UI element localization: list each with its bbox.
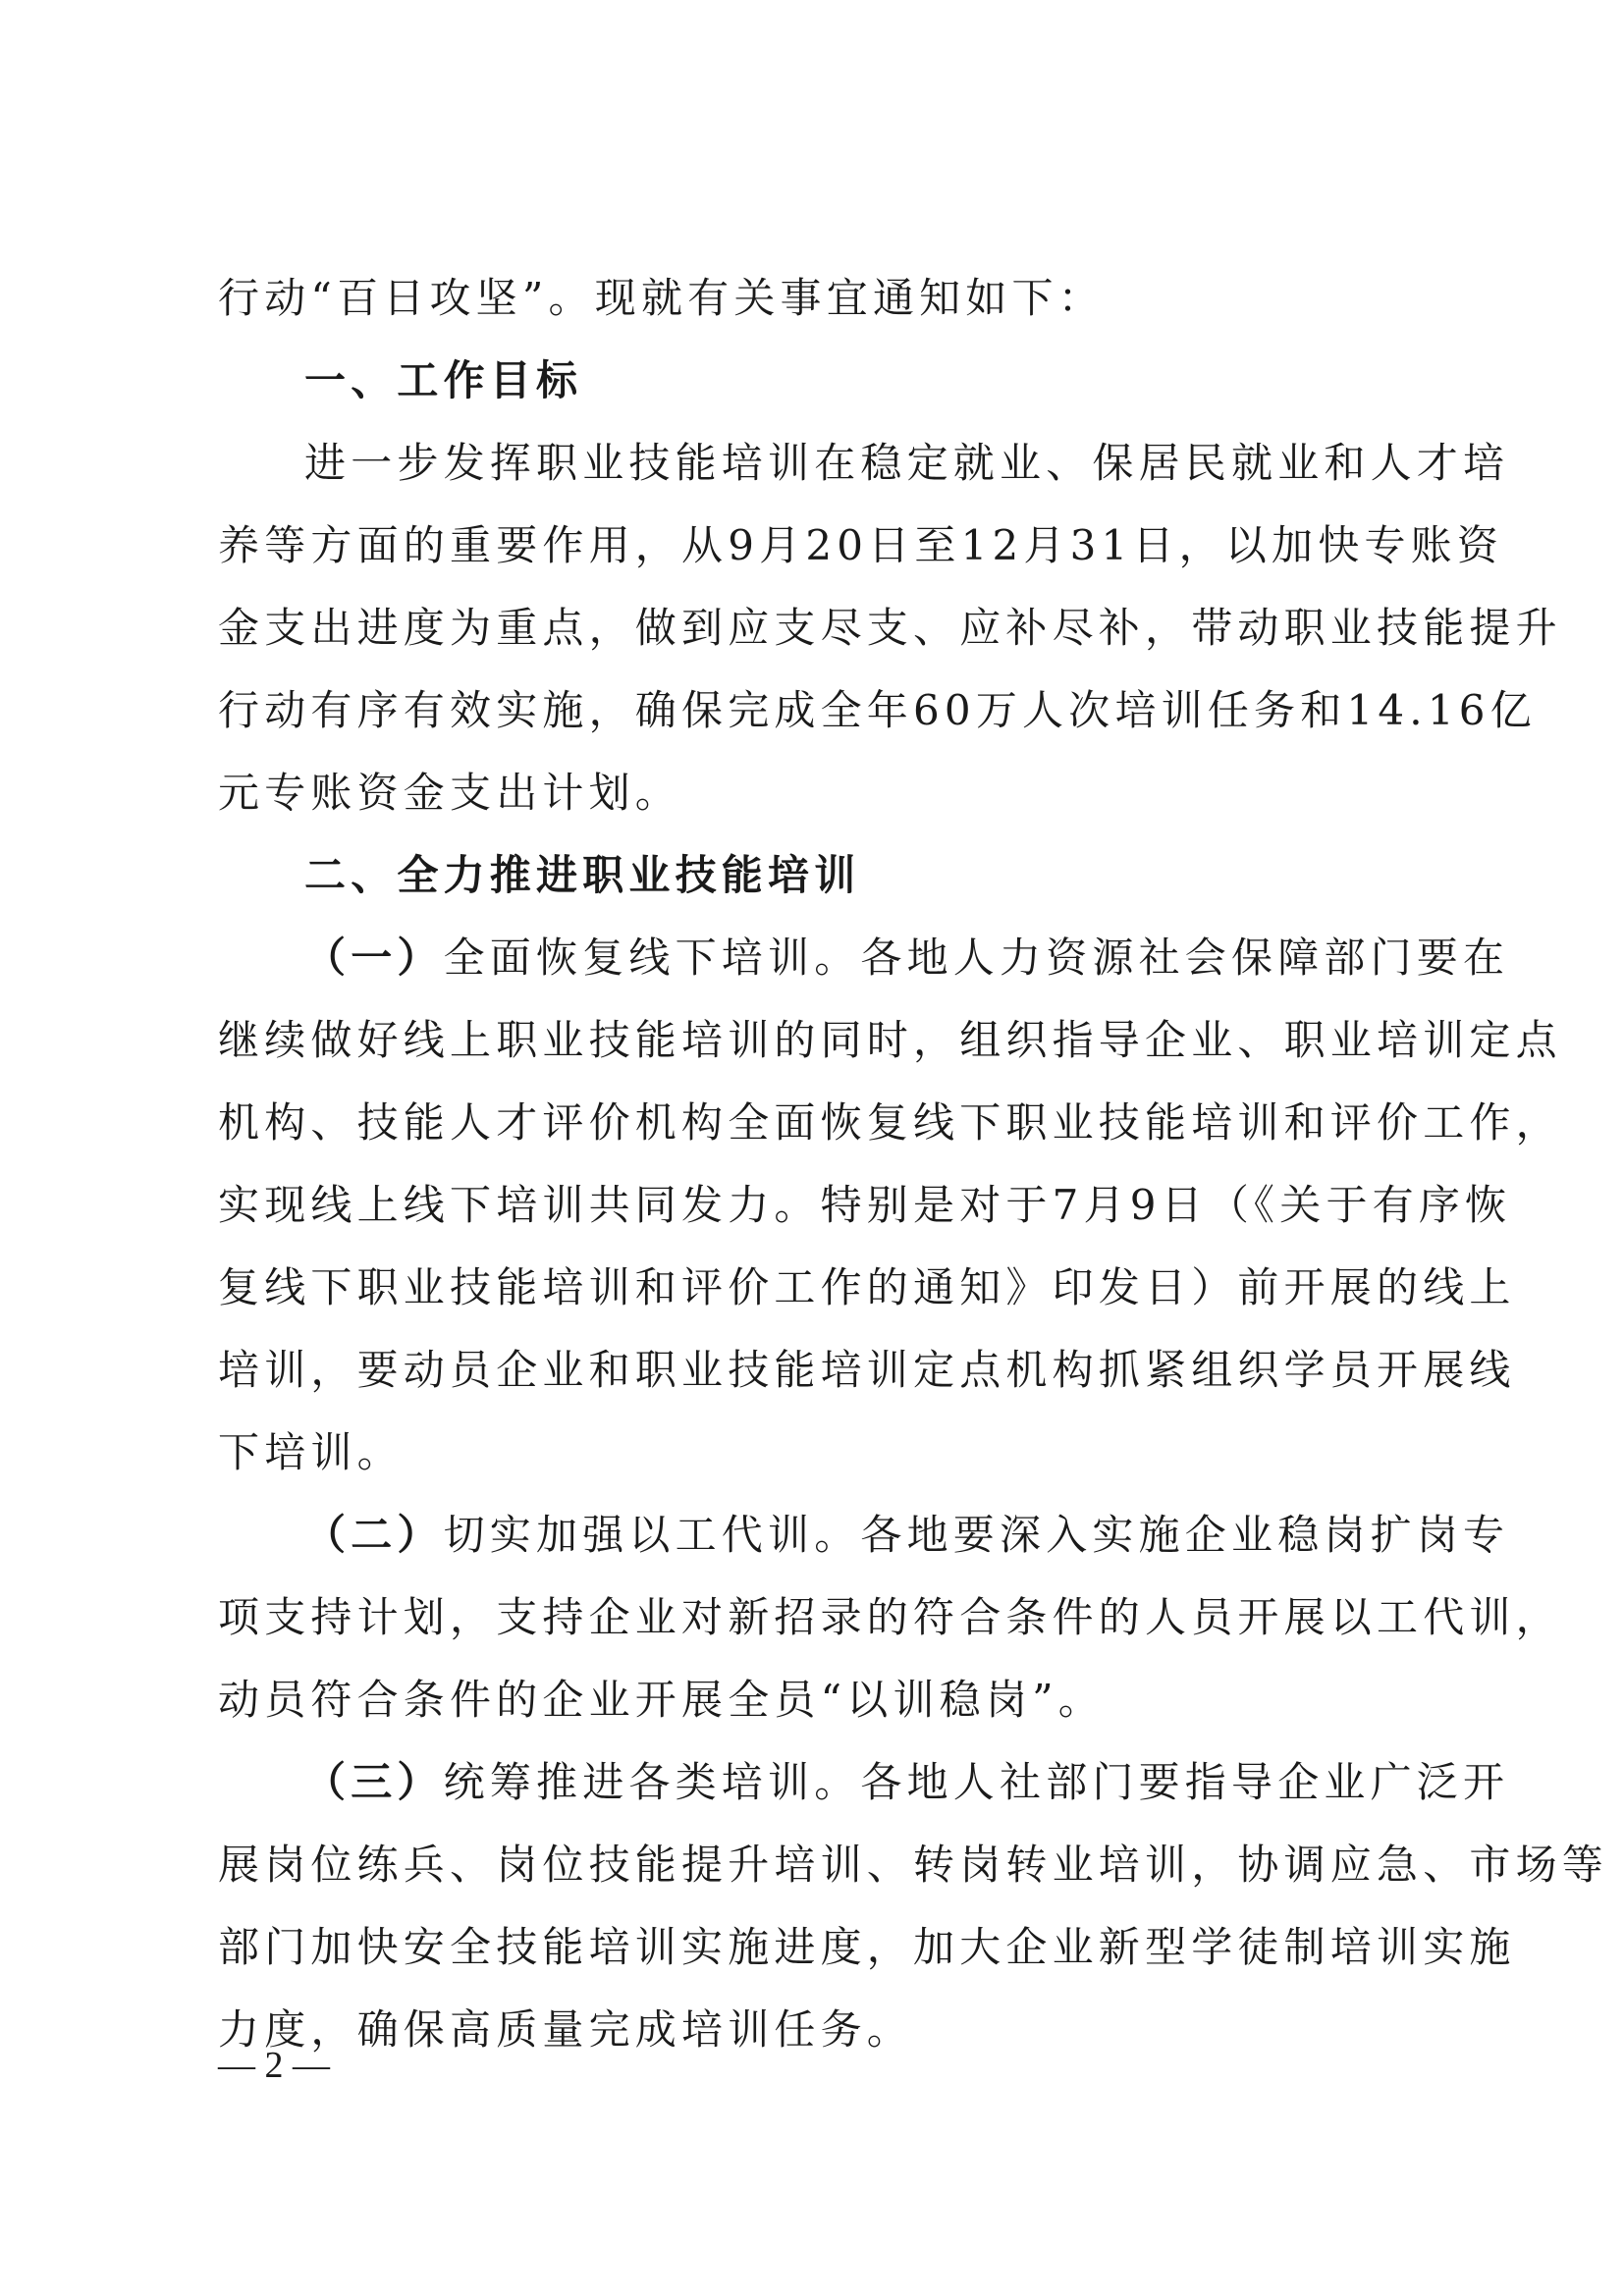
paragraph-line xyxy=(218,1741,1510,1824)
subsection-marker: （二） xyxy=(304,1511,444,1559)
page-number: — 2 — xyxy=(218,2045,330,2086)
paragraph-text: 统筹推进各类培训。各地人社部门要指导企业广泛开 xyxy=(443,1758,1510,1806)
subsection-marker: （三） xyxy=(304,1758,444,1806)
paragraph-line: 元专账资金支出计划。 xyxy=(218,769,682,817)
paragraph-line xyxy=(218,917,1510,999)
paragraph-line: 动员符合条件的企业开展全员“以训稳岗”。 xyxy=(218,1676,1105,1724)
paragraph-line: 力度，确保高质量完成培训任务。 xyxy=(218,2005,914,2054)
paragraph-line: 机构、技能人才评价机构全面恢复线下职业技能培训和评价工作， xyxy=(218,1098,1562,1147)
paragraph-line: 进一步发挥职业技能培训在稳定就业、保居民就业和人才培 xyxy=(304,439,1510,487)
paragraph-line: 实现线上线下培训共同发力。特别是对于7月9日（《关于有序恢 xyxy=(218,1181,1512,1229)
paragraph-line: 展岗位练兵、岗位技能提升培训、转岗转业培训，协调应急、市场等 xyxy=(218,1841,1609,1889)
paragraph-text: 切实加强以工代训。各地要深入实施企业稳岗扩岗专 xyxy=(443,1511,1510,1559)
paragraph-line xyxy=(218,1494,1510,1576)
paragraph-line: 行动有序有效实施，确保完成全年60万人次培训任务和14.16亿 xyxy=(218,686,1537,734)
paragraph-line: 金支出进度为重点，做到应支尽支、应补尽补，带动职业技能提升 xyxy=(218,604,1562,652)
paragraph-line: 复线下职业技能培训和评价工作的通知》印发日）前开展的线上 xyxy=(218,1263,1516,1311)
paragraph-line: 继续做好线上职业技能培训的同时，组织指导企业、职业培训定点 xyxy=(218,1016,1562,1064)
paragraph-line: 部门加快安全技能培训实施进度，加大企业新型学徒制培训实施 xyxy=(218,1923,1516,1971)
paragraph-line: 项支持计划，支持企业对新招录的符合条件的人员开展以工代训， xyxy=(218,1593,1562,1641)
section-heading-work-goals: 一、工作目标 xyxy=(304,356,583,404)
paragraph-line: 下培训。 xyxy=(218,1428,404,1476)
document-body xyxy=(218,257,1609,2071)
subsection-marker: （一） xyxy=(304,934,444,982)
section-heading-vocational-training: 二、全力推进职业技能培训 xyxy=(304,851,861,899)
paragraph-line: 行动“百日攻坚”。现就有关事宜通知如下： xyxy=(218,274,1105,322)
paragraph-text: 全面恢复线下培训。各地人力资源社会保障部门要在 xyxy=(443,934,1510,982)
paragraph-line: 培训，要动员企业和职业技能培训定点机构抓紧组织学员开展线 xyxy=(218,1346,1516,1394)
paragraph-line: 养等方面的重要作用，从9月20日至12月31日，以加快专账资 xyxy=(218,521,1504,569)
